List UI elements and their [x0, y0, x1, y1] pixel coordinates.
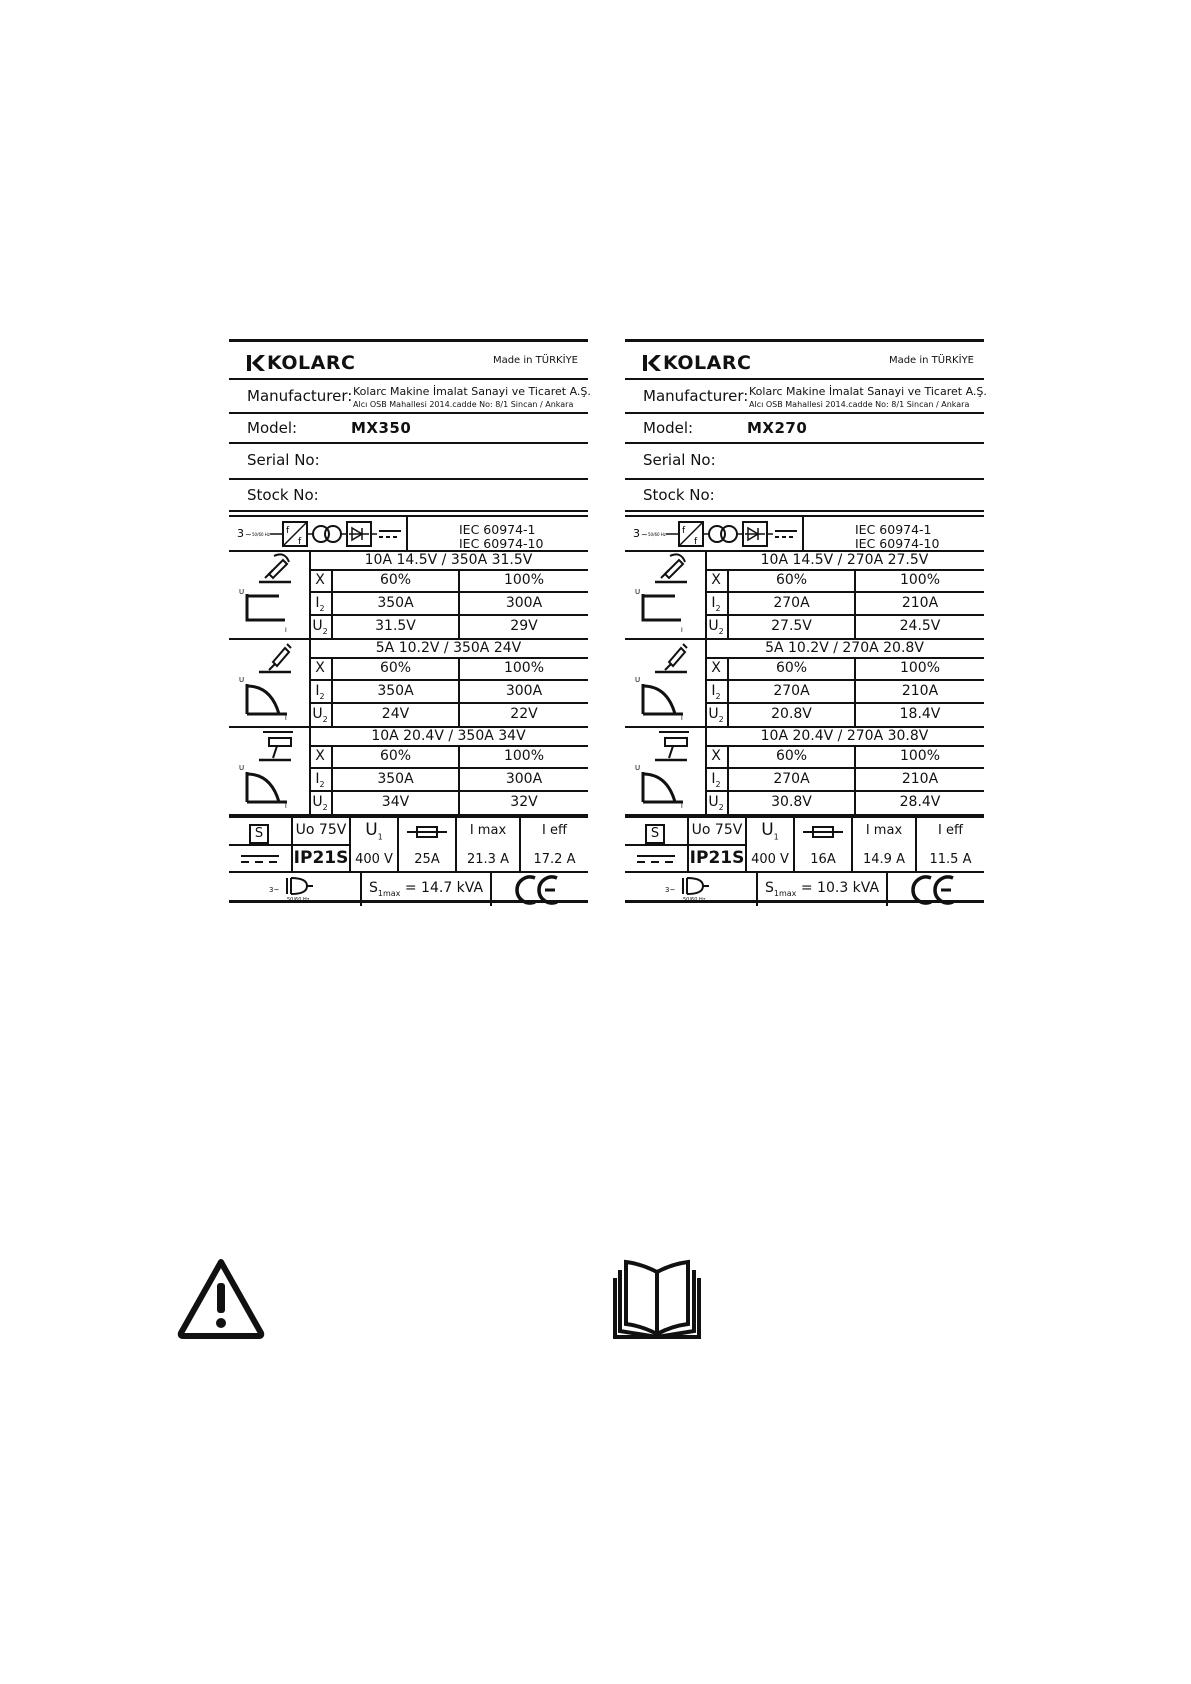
i1eff-label: I eff: [542, 823, 567, 838]
divider: [229, 378, 588, 380]
row-label-u2: $U_2$: [312, 618, 328, 636]
model-value: MX350: [351, 419, 412, 437]
divider: [229, 478, 588, 480]
svg-text:I: I: [285, 715, 287, 722]
process-symbol-2: [625, 640, 705, 728]
process-header: 10A 14.5V / 270A 27.5V: [760, 552, 929, 568]
read-manual-book-icon: [612, 1258, 702, 1340]
plug-phase: 3~: [665, 886, 676, 894]
svg-text:I: I: [681, 627, 683, 634]
process-symbol-3: [625, 728, 705, 816]
inverter-symbol: [633, 519, 803, 553]
cell-u2-1: 34V: [381, 794, 410, 810]
cell-i2-1: 350A: [377, 771, 414, 787]
mains-plug-icon: [681, 876, 709, 896]
svg-text:f: f: [694, 537, 698, 547]
row-label-i2: $I_2$: [315, 683, 325, 701]
cell-x-1: 60%: [775, 572, 808, 588]
divider: [229, 871, 588, 873]
rating-plate-1: [229, 339, 591, 903]
row-label-u2: $U_2$: [708, 618, 724, 636]
cell-x-2: 100%: [899, 660, 941, 676]
uo-value: Uo 75V: [691, 822, 743, 838]
svg-text:3: 3: [237, 527, 244, 540]
divider: [625, 816, 984, 818]
divider: [625, 378, 984, 380]
cell-u2-2: 28.4V: [899, 794, 941, 810]
inverter-diagram-icon: [633, 519, 803, 549]
cell-i2-2: 300A: [505, 683, 543, 699]
row-label-x: X: [711, 660, 721, 676]
cell-u2-1: 31.5V: [375, 618, 416, 634]
divider: [625, 478, 984, 480]
cell-x-1: 60%: [775, 660, 808, 676]
manufacturer-name: Kolarc Makine İmalat Sanayi ve Ticaret A.Ş.: [353, 385, 591, 398]
svg-text:U: U: [635, 588, 641, 596]
stock-label: Stock No:: [247, 486, 319, 504]
u1-value: 400 V: [751, 852, 789, 867]
divider: [229, 510, 588, 512]
cell-u2-2: 29V: [510, 618, 538, 634]
svg-text:f: f: [682, 526, 686, 536]
u1-label: $U_1$: [365, 820, 383, 842]
cell-u2-1: 20.8V: [771, 706, 812, 722]
divider: [625, 412, 984, 414]
process-header: 5A 10.2V / 350A 24V: [375, 640, 522, 656]
row-label-x: X: [315, 748, 325, 764]
process-symbol-1: [625, 552, 705, 640]
cell-u2-1: 27.5V: [771, 618, 812, 634]
svg-text:~: ~: [245, 530, 252, 539]
i1max-label: I max: [469, 823, 507, 838]
manufacturer-address: Alcı OSB Mahallesi 2014.cadde No: 8/1 Sincan / Ankara: [749, 400, 970, 409]
mains-plug-icon: [285, 876, 313, 896]
row-label-i2: $I_2$: [315, 595, 325, 613]
kolarc-logo-icon: [643, 355, 661, 371]
cell-i2-1: 270A: [773, 595, 810, 611]
cell-i2-2: 210A: [901, 683, 939, 699]
model-label: Model:: [643, 419, 694, 437]
svg-text:U: U: [635, 676, 641, 684]
cell-i2-1: 350A: [377, 595, 414, 611]
cell-x-2: 100%: [503, 572, 545, 588]
divider: [229, 442, 588, 444]
divider: [625, 510, 984, 512]
stock-label: Stock No:: [643, 486, 715, 504]
process-symbol-1: [229, 552, 309, 640]
ip-rating: IP21S: [293, 848, 349, 868]
cell-x-2: 100%: [899, 748, 941, 764]
i1max-value: 21.3 A: [467, 852, 509, 867]
made-in-label: Made in TÜRKİYE: [888, 355, 974, 366]
cell-i2-1: 270A: [773, 771, 810, 787]
ip-rating: IP21S: [689, 848, 745, 868]
kolarc-logo-icon: [247, 355, 265, 371]
cell-i2-2: 210A: [901, 771, 939, 787]
cell-u2-1: 30.8V: [771, 794, 812, 810]
svg-text:I: I: [681, 715, 683, 722]
cell-u2-2: 22V: [510, 706, 538, 722]
standard-1: IEC 60974-1: [855, 522, 932, 537]
svg-text:I: I: [285, 627, 287, 634]
cell-u2-1: 24V: [381, 706, 410, 722]
process-symbol-2: [229, 640, 309, 728]
model-value: MX270: [747, 419, 808, 437]
dc-output-icon: [241, 853, 281, 865]
fuse-icon: [803, 826, 843, 838]
divider: [625, 515, 984, 517]
cell-i2-2: 210A: [901, 595, 939, 611]
cell-i2-2: 300A: [505, 771, 543, 787]
i1eff-label: I eff: [938, 823, 963, 838]
s-mark: S: [249, 824, 269, 844]
cell-x-1: 60%: [379, 572, 412, 588]
plug-phase: 3~: [269, 886, 280, 894]
serial-label: Serial No:: [247, 451, 320, 469]
standard-1: IEC 60974-1: [459, 522, 536, 537]
standard-2: IEC 60974-10: [459, 536, 544, 551]
row-label-x: X: [711, 572, 721, 588]
brand-name: KOLARC: [663, 352, 752, 374]
cell-x-2: 100%: [503, 748, 545, 764]
serial-label: Serial No:: [643, 451, 716, 469]
row-label-i2: $I_2$: [711, 683, 721, 701]
svg-text:f: f: [298, 537, 302, 547]
cell-u2-2: 18.4V: [899, 706, 941, 722]
standard-2: IEC 60974-10: [855, 536, 940, 551]
svg-text:50/60 Hz: 50/60 Hz: [252, 532, 270, 537]
i1max-label: I max: [865, 823, 903, 838]
ce-mark-icon: [911, 875, 957, 905]
brand-name: KOLARC: [267, 352, 356, 374]
cell-u2-2: 24.5V: [899, 618, 941, 634]
row-label-x: X: [711, 748, 721, 764]
manufacturer-label: Manufacturer:: [247, 387, 353, 405]
manufacturer-label: Manufacturer:: [643, 387, 749, 405]
cell-i2-1: 270A: [773, 683, 810, 699]
u1-label: $U_1$: [761, 820, 779, 842]
row-label-i2: $I_2$: [315, 771, 325, 789]
made-in-label: Made in TÜRKİYE: [492, 355, 578, 366]
rating-plate-2: [625, 339, 987, 903]
brand-logo: [247, 352, 355, 374]
svg-text:I: I: [681, 803, 683, 810]
divider: [625, 871, 984, 873]
svg-text:U: U: [239, 764, 245, 772]
inverter-diagram-icon: [237, 519, 407, 549]
cell-x-1: 60%: [379, 660, 412, 676]
ce-mark-icon: [515, 875, 561, 905]
process-header: 10A 20.4V / 270A 30.8V: [760, 728, 929, 744]
dc-output-icon: [637, 853, 677, 865]
svg-text:U: U: [635, 764, 641, 772]
plug-freq: 50/60 Hz: [683, 897, 706, 903]
svg-text:3: 3: [633, 527, 640, 540]
uo-value: Uo 75V: [295, 822, 347, 838]
cell-i2-1: 350A: [377, 683, 414, 699]
process-header: 5A 10.2V / 270A 20.8V: [765, 640, 924, 656]
i1eff-value: 17.2 A: [533, 852, 576, 867]
svg-text:U: U: [239, 676, 245, 684]
row-label-x: X: [315, 572, 325, 588]
divider: [229, 515, 588, 517]
process-header: 10A 14.5V / 350A 31.5V: [364, 552, 533, 568]
row-label-i2: $I_2$: [711, 595, 721, 613]
cell-u2-2: 32V: [510, 794, 538, 810]
svg-text:U: U: [239, 588, 245, 596]
cell-x-2: 100%: [503, 660, 545, 676]
process-header: 10A 20.4V / 350A 34V: [371, 728, 526, 744]
brand-logo: [643, 352, 751, 374]
row-label-x: X: [315, 660, 325, 676]
row-label-i2: $I_2$: [711, 771, 721, 789]
row-label-u2: $U_2$: [708, 706, 724, 724]
svg-text:f: f: [286, 526, 290, 536]
warning-triangle-icon: [176, 1257, 266, 1339]
u1-value: 400 V: [355, 852, 393, 867]
divider: [229, 412, 588, 414]
cell-i2-2: 300A: [505, 595, 543, 611]
fuse-icon: [407, 826, 447, 838]
smax-value: $S_{1max} = 14.7$ kVA: [369, 880, 484, 898]
process-symbol-3: [229, 728, 309, 816]
cell-x-1: 60%: [775, 748, 808, 764]
i1max-value: 14.9 A: [863, 852, 905, 867]
svg-text:I: I: [285, 803, 287, 810]
s-mark: S: [645, 824, 665, 844]
fuse-value: 16A: [810, 852, 836, 867]
cell-x-1: 60%: [379, 748, 412, 764]
svg-text:~: ~: [641, 530, 648, 539]
i1eff-value: 11.5 A: [929, 852, 972, 867]
manufacturer-address: Alcı OSB Mahallesi 2014.cadde No: 8/1 Sincan / Ankara: [353, 400, 574, 409]
manufacturer-name: Kolarc Makine İmalat Sanayi ve Ticaret A.Ş.: [749, 385, 987, 398]
divider: [625, 442, 984, 444]
row-label-u2: $U_2$: [312, 706, 328, 724]
model-label: Model:: [247, 419, 298, 437]
row-label-u2: $U_2$: [312, 794, 328, 812]
divider: [229, 816, 588, 818]
row-label-u2: $U_2$: [708, 794, 724, 812]
cell-x-2: 100%: [899, 572, 941, 588]
smax-value: $S_{1max} = 10.3$ kVA: [765, 880, 880, 898]
fuse-value: 25A: [414, 852, 440, 867]
plug-freq: 50/60 Hz: [287, 897, 310, 903]
inverter-symbol: [237, 519, 407, 553]
svg-text:50/60 Hz: 50/60 Hz: [648, 532, 666, 537]
